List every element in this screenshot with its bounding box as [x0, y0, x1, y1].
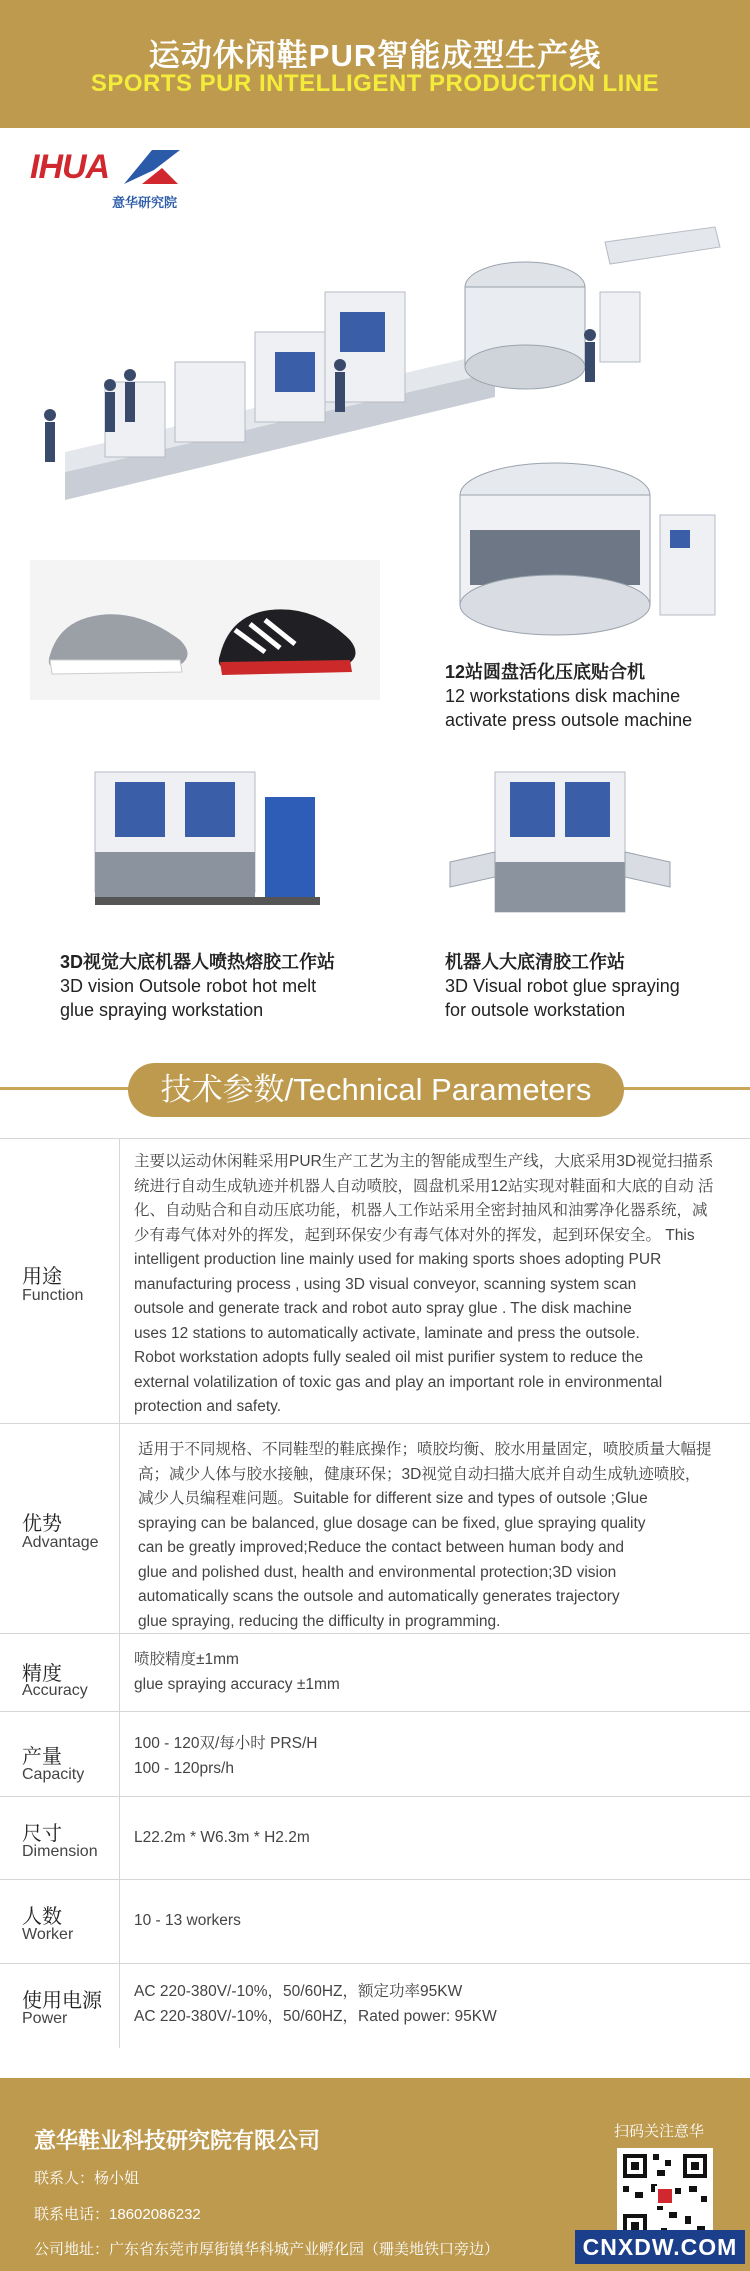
value-line: glue spraying, reducing the difficulty in programming.: [138, 1612, 501, 1630]
row-label: [0, 1880, 120, 1963]
logo-wing-icon: [122, 146, 182, 188]
value-line: 化、自动贴合和自动压底功能，机器人工作站采用全密封抽风和油雾净化器系统，减: [134, 1202, 708, 1219]
row-label: [0, 1424, 120, 1633]
row-value: [134, 1980, 728, 2029]
value-line: AC 220-380V/-10%，50/60HZ，Rated power: 95KW: [134, 2007, 497, 2025]
table-row-power: [0, 1964, 750, 2048]
label-en: Capacity: [22, 1766, 85, 1783]
value-line: intelligent production line mainly used for making sports shoes adopting PUR: [134, 1251, 662, 1268]
label-en: Accuracy: [22, 1682, 88, 1699]
spray-workstation-image: [85, 752, 335, 922]
label-cn: 尺寸: [22, 1823, 62, 1845]
contact-phone: 联系电话：18602086232: [34, 2206, 201, 2223]
row-value: [134, 1150, 728, 1420]
clean-caption-en-1: 3D Visual robot glue spraying: [445, 976, 680, 996]
value-line: uses 12 stations to automatically activate, laminate and press the outsole.: [134, 1324, 640, 1342]
label-cn: 精度: [22, 1663, 62, 1685]
row-value: [138, 1438, 728, 1634]
qr-scan-label: 扫码关注意华: [614, 2123, 705, 2140]
table-row-advantage: [0, 1424, 750, 1634]
disk-caption-cn: 12站圆盘活化压底贴合机: [445, 662, 646, 682]
label-cn: 人数: [22, 1906, 62, 1928]
label-en: Dimension: [22, 1843, 98, 1860]
value-line: can be greatly improved;Reduce the contact between human body and: [138, 1539, 624, 1556]
page-title-en: SPORTS PUR INTELLIGENT PRODUCTION LINE: [90, 70, 660, 97]
spray-caption-en-2: glue spraying workstation: [60, 1000, 264, 1020]
disk-caption-en-2: activate press outsole machine: [445, 710, 693, 730]
value-line: 10 - 13 workers: [134, 1912, 241, 1929]
value-line: AC 220-380V/-10%，50/60HZ，额定功率95KW: [134, 1983, 463, 2000]
value-line: 少有毒气体对外的挥发，起到环保安少有毒气体对外的挥发，起到环保安全。 This: [134, 1226, 695, 1244]
row-label: [0, 1797, 120, 1879]
value-line: 100 - 120双/每小时 PRS/H: [134, 1735, 318, 1752]
logo-subtitle: 意华研究院: [112, 195, 178, 210]
cleaning-workstation-caption: [445, 950, 680, 1022]
tech-params-heading: 技术参数/Technical Parameters: [128, 1063, 624, 1117]
contact-person: 联系人：杨小姐: [34, 2170, 140, 2187]
label-en: Power: [22, 2010, 68, 2027]
value-line: glue spraying accuracy ±1mm: [134, 1675, 340, 1693]
value-line: outsole and generate track and robot auto spray glue . The disk machine: [134, 1300, 632, 1317]
value-line: glue and polished dust, health and environmental protection;3D vision: [138, 1563, 617, 1581]
table-row-worker: [0, 1880, 750, 1964]
value-line: Robot workstation adopts fully sealed oil mist purifier system to reduce the: [134, 1349, 644, 1366]
label-cn: 产量: [22, 1746, 62, 1768]
row-label: [0, 1712, 120, 1796]
table-row-capacity: [0, 1712, 750, 1797]
row-value: [134, 1732, 728, 1781]
company-address: 公司地址：广东省东莞市厚街镇华科城产业孵化园（珊美地铁口旁边）: [34, 2241, 500, 2258]
sneakers-image: [30, 560, 380, 700]
label-cn: 用途: [22, 1266, 62, 1288]
value-line: 主要以运动休闲鞋采用PUR生产工艺为主的智能成型生产线，大底采用3D视觉扫描系: [134, 1153, 714, 1170]
row-label: [0, 1634, 120, 1711]
page-title-cn: 运动休闲鞋PUR智能成型生产线: [148, 38, 602, 73]
value-line: spraying can be balanced, glue dosage can be fixed, glue spraying quality: [138, 1514, 646, 1532]
label-en: Function: [22, 1287, 84, 1304]
row-value: [134, 1648, 728, 1697]
value-line: 适用于不同规格、不同鞋型的鞋底操作；喷胶均衡、胶水用量固定，喷胶质量大幅提: [138, 1441, 712, 1458]
table-row-function: [0, 1138, 750, 1424]
spray-caption-cn: 3D视觉大底机器人喷热熔胶工作站: [60, 952, 336, 972]
disk-machine-caption: [445, 660, 692, 732]
label-cn: 优势: [22, 1513, 62, 1535]
row-value: [134, 1826, 728, 1851]
clean-caption-cn: 机器人大底清胶工作站: [445, 952, 625, 972]
spray-workstation-caption: [60, 950, 335, 1022]
clean-caption-en-2: for outsole workstation: [445, 1000, 626, 1020]
logo-brand: IHUA: [30, 148, 110, 186]
disk-machine-image: [445, 455, 735, 645]
label-en: Worker: [22, 1926, 74, 1943]
value-line: external volatilization of toxic gas and play an important role in environmental: [134, 1373, 663, 1391]
value-line: L22.2m * W6.3m * H2.2m: [134, 1829, 310, 1846]
disk-caption-en-1: 12 workstations disk machine: [445, 686, 681, 706]
table-row-accuracy: [0, 1634, 750, 1712]
site-watermark: CNXDW.COM: [575, 2230, 745, 2264]
value-line: manufacturing process , using 3D visual conveyor, scanning system scan: [134, 1275, 637, 1293]
spray-caption-en-1: 3D vision Outsole robot hot melt: [60, 976, 317, 996]
row-value: [134, 1909, 728, 1934]
label-cn: 使用电源: [22, 1990, 102, 2012]
value-line: 100 - 120prs/h: [134, 1759, 234, 1777]
label-en: Advantage: [22, 1534, 99, 1551]
table-row-dimension: [0, 1797, 750, 1880]
row-label: [0, 1964, 120, 2048]
value-line: protection and safety.: [134, 1398, 282, 1415]
ihua-logo: [30, 148, 190, 218]
value-line: automatically scans the outsole and automatically generates trajectory: [138, 1588, 620, 1605]
value-line: 统进行自动生成轨迹并机器人自动喷胶，圆盘机采用12站实现对鞋面和大底的自动 活: [134, 1177, 714, 1195]
header-banner: [0, 0, 750, 128]
company-name: 意华鞋业科技研究院有限公司: [34, 2128, 321, 2153]
row-label: [0, 1139, 120, 1423]
value-line: 减少人员编程难问题。Suitable for different size and types of outsole ;Glue: [138, 1490, 648, 1507]
value-line: 喷胶精度±1mm: [134, 1651, 239, 1668]
cleaning-workstation-image: [445, 752, 675, 932]
value-line: 高；减少人体与胶水接触，健康环保；3D视觉自动扫描大底并自动生成轨迹喷胶，: [138, 1465, 701, 1483]
